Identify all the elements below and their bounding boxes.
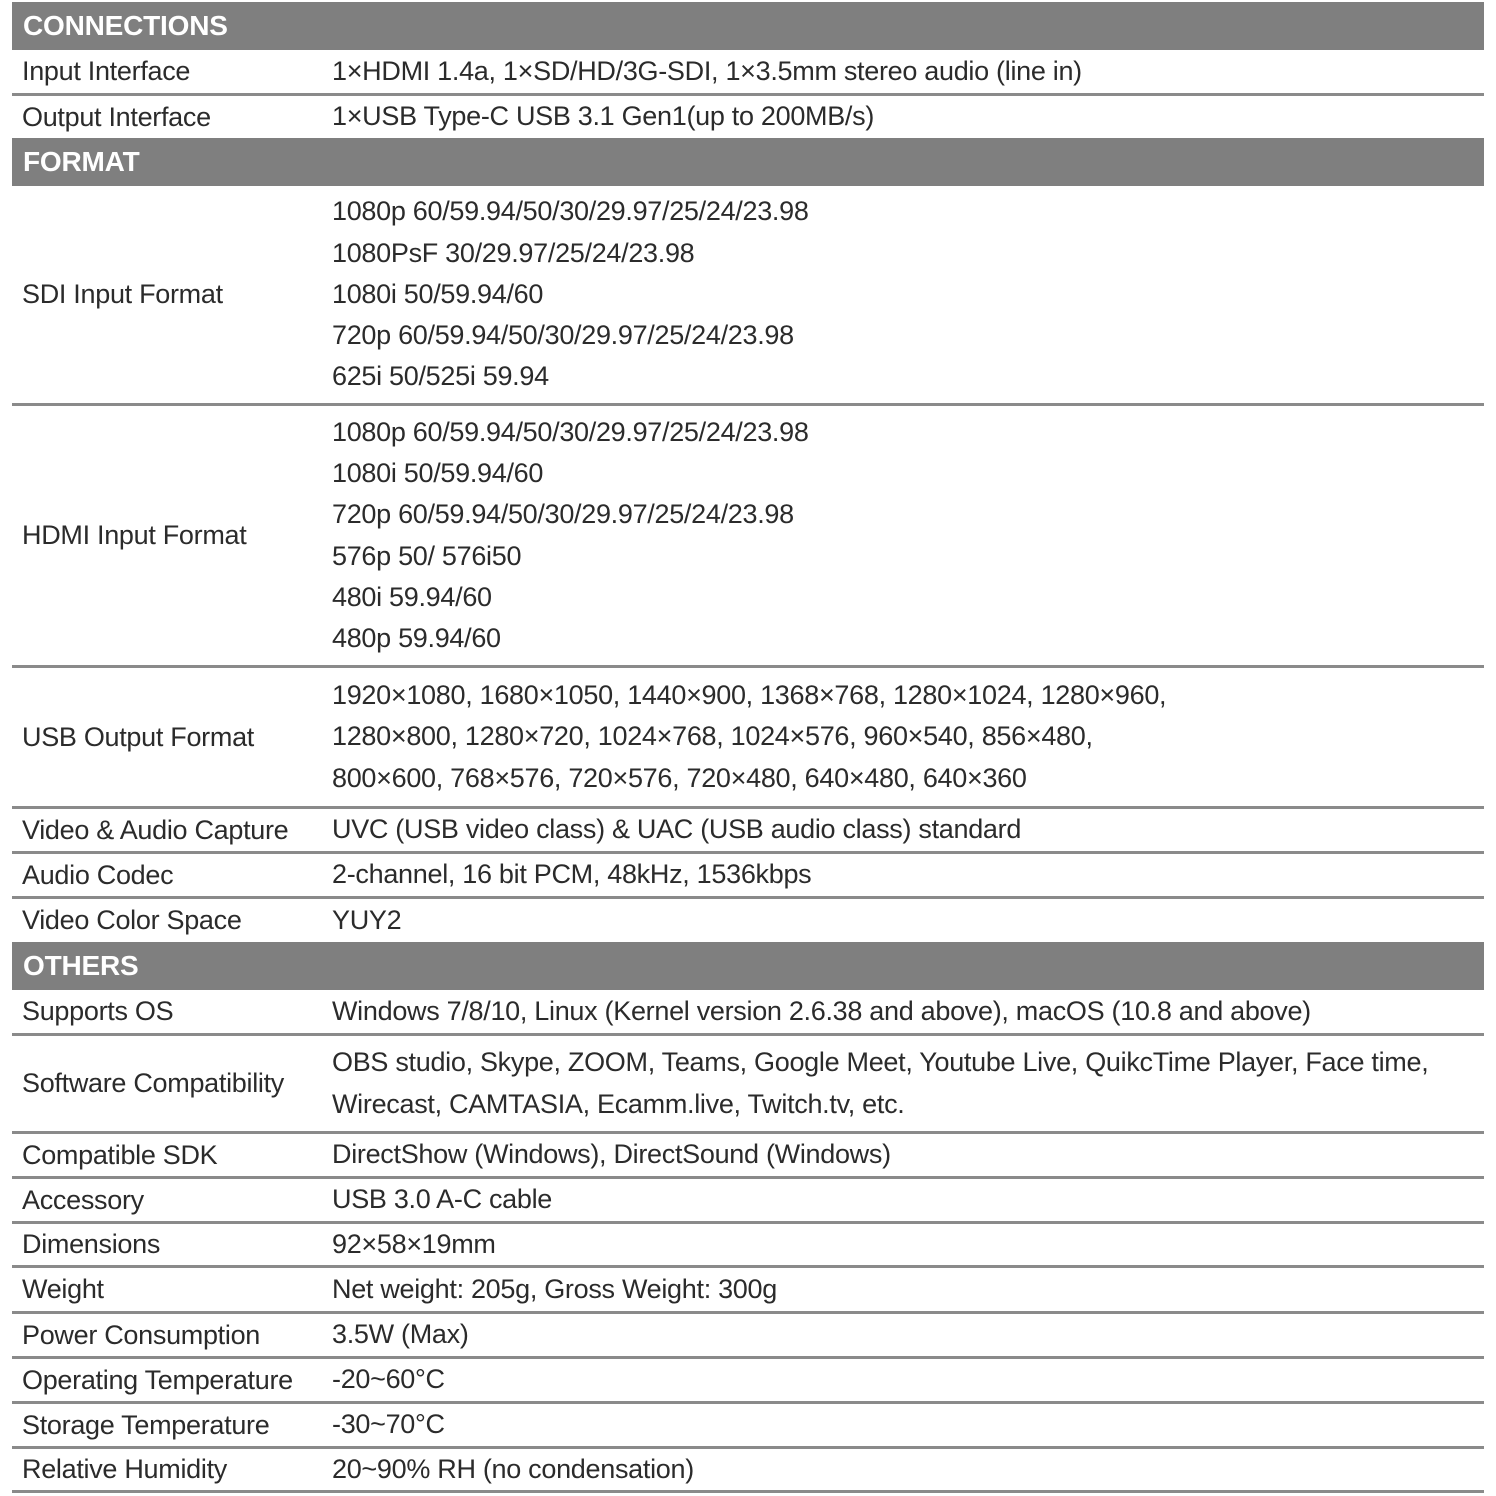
spec-value-line: 20~90% RH (no condensation) [332, 1453, 694, 1484]
spec-value [332, 900, 1484, 941]
spec-value-line: Wirecast, CAMTASIA, Ecamm.live, Twitch.tv, etc. [332, 1088, 905, 1119]
spec-value-line: 800×600, 768×576, 720×576, 720×480, 640×480, 640×360 [332, 762, 1027, 793]
spec-row-audio-codec [12, 854, 1484, 899]
spec-value [332, 1359, 1484, 1400]
spec-row-sdi-input-format [12, 186, 1484, 406]
spec-row-usb-output-format [12, 668, 1484, 809]
spec-row-storage-temperature [12, 1404, 1484, 1449]
spec-label: HDMI Input Format [22, 520, 247, 550]
spec-value [332, 51, 1484, 92]
spec-value [332, 809, 1484, 850]
section-header-connections: CONNECTIONS [12, 2, 1484, 50]
spec-value [332, 412, 1484, 660]
spec-value-line: 480p 59.94/60 [332, 623, 501, 654]
spec-row-output-interface [12, 96, 1484, 138]
spec-label: Output Interface [22, 101, 211, 132]
spec-row-power-consumption [12, 1314, 1484, 1359]
spec-value-line: Windows 7/8/10, Linux (Kernel version 2.6.38 and above), macOS (10.8 and above) [332, 995, 1311, 1026]
spec-row-weight [12, 1268, 1484, 1314]
spec-value-line: 1280×800, 1280×720, 1024×768, 1024×576, 960×540, 856×480, [332, 721, 1093, 752]
spec-value [332, 1269, 1484, 1310]
spec-value [332, 1224, 1484, 1265]
spec-label: Dimensions [22, 1229, 161, 1259]
spec-value-line: 480i 59.94/60 [332, 581, 492, 612]
spec-row-software-compatibility [12, 1036, 1484, 1134]
spec-value [332, 854, 1484, 895]
spec-value [332, 1404, 1484, 1445]
spec-value [332, 991, 1484, 1032]
spec-value-line: 1×HDMI 1.4a, 1×SD/HD/3G-SDI, 1×3.5mm stereo audio (line in) [332, 55, 1082, 86]
spec-value-line: Net weight: 205g, Gross Weight: 300g [332, 1273, 777, 1304]
spec-value-line: 1080PsF 30/29.97/25/24/23.98 [332, 237, 695, 268]
spec-value-line: 1920×1080, 1680×1050, 1440×900, 1368×768, 1280×1024, 1280×960, [332, 680, 1167, 711]
spec-value-line: 1080p 60/59.94/50/30/29.97/25/24/23.98 [332, 416, 809, 447]
spec-row-compatible-sdk [12, 1134, 1484, 1179]
spec-value-line: DirectShow (Windows), DirectSound (Windows) [332, 1139, 891, 1170]
spec-value-line: -30~70°C [332, 1409, 445, 1440]
spec-value-line: 1080i 50/59.94/60 [332, 278, 544, 309]
spec-value-line: 1080p 60/59.94/50/30/29.97/25/24/23.98 [332, 196, 809, 227]
spec-label: Supports OS [22, 996, 174, 1026]
spec-label: Audio Codec [22, 859, 174, 890]
spec-value-line: 2-channel, 16 bit PCM, 48kHz, 1536kbps [332, 859, 812, 890]
spec-label: USB Output Format [22, 721, 254, 752]
spec-label: Operating Temperature [22, 1364, 293, 1395]
spec-label: Storage Temperature [22, 1409, 270, 1440]
spec-value-line: OBS studio, Skype, ZOOM, Teams, Google Meet, Youtube Live, QuikcTime Player, Face time, [332, 1047, 1429, 1078]
spec-value-line: USB 3.0 A-C cable [332, 1184, 553, 1215]
spec-label: Video Color Space [22, 905, 242, 935]
spec-value-line: 720p 60/59.94/50/30/29.97/25/24/23.98 [332, 320, 794, 351]
spec-value-line: 1×USB Type-C USB 3.1 Gen1(up to 200MB/s) [332, 101, 875, 132]
spec-value-line: 576p 50/ 576i50 [332, 540, 522, 571]
spec-value-line: 3.5W (Max) [332, 1319, 469, 1350]
spec-row-operating-temperature [12, 1359, 1484, 1404]
spec-row-input-interface [12, 50, 1484, 96]
spec-value [332, 96, 1484, 137]
section-header-format: FORMAT [12, 138, 1484, 186]
spec-row-supports-os [12, 990, 1484, 1036]
spec-label: Video & Audio Capture [22, 814, 289, 845]
spec-value-line: UVC (USB video class) & UAC (USB audio class) standard [332, 814, 1022, 845]
spec-value [332, 675, 1484, 799]
spec-value [332, 1179, 1484, 1220]
spec-row-hdmi-input-format [12, 406, 1484, 668]
spec-label: Input Interface [22, 56, 191, 86]
spec-row-video-color-space [12, 899, 1484, 942]
spec-label: Accessory [22, 1184, 144, 1215]
spec-value [332, 1042, 1484, 1125]
spec-value-line: -20~60°C [332, 1364, 445, 1395]
spec-row-dimensions [12, 1224, 1484, 1268]
spec-label: SDI Input Format [22, 279, 223, 309]
spec-table [12, 2, 1484, 1493]
spec-label: Relative Humidity [22, 1454, 227, 1484]
spec-value-line: 92×58×19mm [332, 1228, 496, 1259]
section-header-others: OTHERS [12, 942, 1484, 990]
spec-value-line: 1080i 50/59.94/60 [332, 457, 544, 488]
spec-value-line: 625i 50/525i 59.94 [332, 361, 549, 392]
spec-value-line: 720p 60/59.94/50/30/29.97/25/24/23.98 [332, 499, 794, 530]
spec-label: Weight [22, 1274, 104, 1304]
spec-label: Software Compatibility [22, 1068, 285, 1098]
spec-label: Power Consumption [22, 1319, 261, 1350]
spec-value [332, 1449, 1484, 1490]
spec-row-relative-humidity [12, 1449, 1484, 1493]
spec-label: Compatible SDK [22, 1139, 218, 1170]
spec-value-line: YUY2 [332, 904, 402, 935]
spec-row-accessory [12, 1179, 1484, 1224]
spec-value [332, 191, 1484, 397]
spec-row-video-audio-capture [12, 809, 1484, 854]
spec-value [332, 1134, 1484, 1175]
spec-value [332, 1314, 1484, 1355]
